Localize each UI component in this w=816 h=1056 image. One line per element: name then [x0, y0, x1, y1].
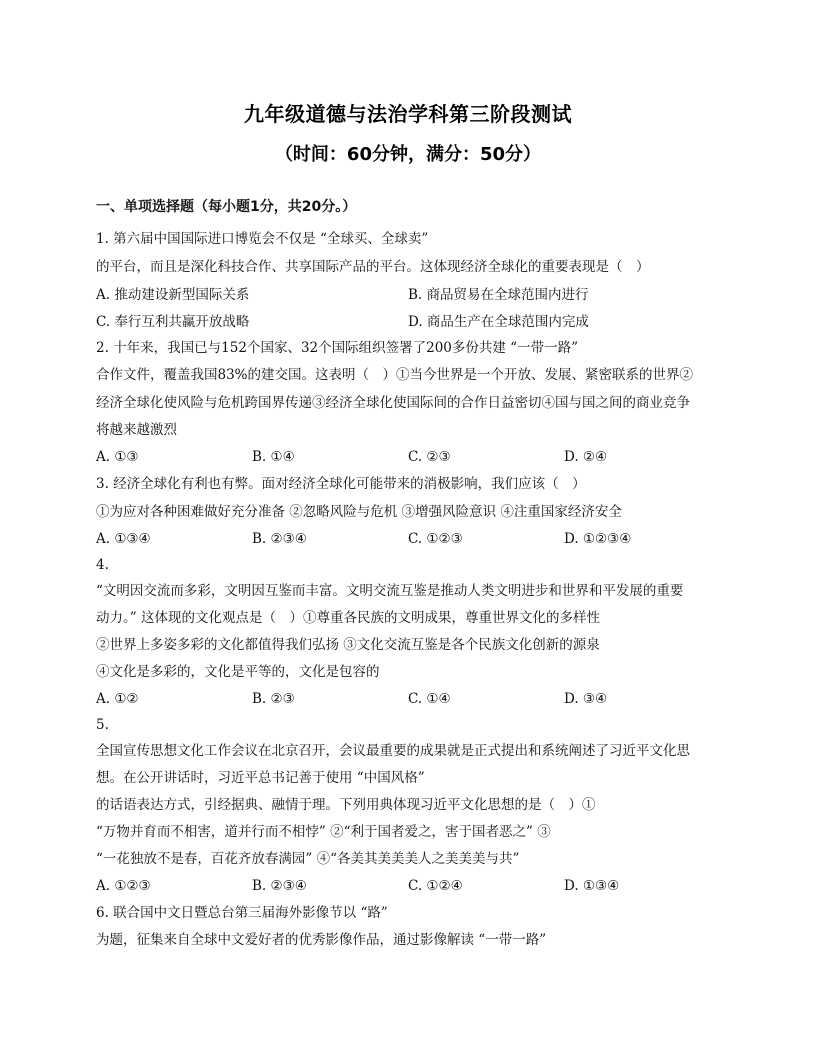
question-5-line: 的话语表达方式，引经据典、融情于理。下列用典体现习近平文化思想的是（ ）① — [96, 797, 596, 813]
question-4-line: 动力。” 这体现的文化观点是（ ）①尊重各民族的文明成果，尊重世界文化的多样性 — [96, 610, 600, 626]
question-3-option-c: C. ①②③ — [408, 531, 463, 547]
question-3-line: 3. 经济全球化有利也有弊。面对经济全球化可能带来的消极影响，我们应该（ ） — [96, 476, 586, 492]
question-2-line: 合作文件，覆盖我国83%的建交国。这表明（ ）①当今世界是一个开放、发展、紧密联系的世界② — [96, 367, 694, 383]
section-heading: 一、单项选择题（每小题1分，共20分。） — [96, 199, 357, 215]
question-3-option-a: A. ①③④ — [96, 531, 151, 547]
question-5-line: 全国宣传思想文化工作会议在北京召开，会议最重要的成果就是正式提出和系统阐述了习近平文化思 — [96, 743, 690, 759]
question-4-option-b: B. ②③ — [252, 691, 295, 707]
question-6-line: 为题，征集来自全球中文爱好者的优秀影像作品，通过影像解读 “一带一路” — [96, 932, 547, 948]
question-2-option-b: B. ①④ — [252, 449, 295, 465]
question-5-line: 想。在公开讲话时，习近平总书记善于使用 “中国风格” — [96, 770, 425, 786]
question-1-line: 的平台，而且是深化科技合作、共享国际产品的平台。这体现经济全球化的重要表现是（ ） — [96, 259, 650, 275]
question-1-option-c: C. 奉行互利共赢开放战略 — [96, 314, 250, 330]
question-5-option-d: D. ①③④ — [564, 878, 620, 894]
question-1-option-d: D. 商品生产在全球范围内完成 — [408, 314, 589, 330]
page-title: 九年级道德与法治学科第三阶段测试 — [244, 102, 572, 126]
exam-time-score-subtitle: （时间：60分钟，满分：50分） — [274, 144, 542, 165]
question-5-option-a: A. ①②③ — [96, 878, 151, 894]
question-3-option-d: D. ①②③④ — [564, 531, 632, 547]
question-4-line: “文明因交流而多彩，文明因互鉴而丰富。文明交流互鉴是推动人类文明进步和世界和平发展的重要 — [96, 583, 684, 599]
question-2-option-c: C. ②③ — [408, 449, 451, 465]
question-5-line: “一花独放不是春，百花齐放春满园” ④“各美其美美美人之美美美与共” — [96, 851, 520, 867]
question-2-line: 经济全球化使风险与危机跨国界传递③经济全球化使国际间的合作日益密切④国与国之间的商业竞争 — [96, 395, 690, 411]
question-4-line: 4. — [96, 557, 109, 573]
question-1-option-a: A. 推动建设新型国际关系 — [96, 287, 250, 303]
question-5-line: “万物并育而不相害，道并行而不相悖” ②“利于国者爱之，害于国者恶之” ③ — [96, 824, 551, 840]
question-2-line: 将越来越激烈 — [96, 422, 177, 438]
question-2-option-a: A. ①③ — [96, 449, 139, 465]
question-2-line: 2. 十年来，我国已与152个国家、32个国际组织签署了200多份共建 “一带一路” — [96, 340, 578, 356]
question-2-option-d: D. ②④ — [564, 449, 608, 465]
question-4-option-a: A. ①② — [96, 691, 139, 707]
question-4-option-d: D. ③④ — [564, 691, 608, 707]
question-6-line: 6. 联合国中文日暨总台第三届海外影像节以 “路” — [96, 905, 388, 921]
question-5-option-b: B. ②③④ — [252, 878, 307, 894]
question-4-line: ②世界上多姿多彩的文化都值得我们弘扬 ③文化交流互鉴是各个民族文化创新的源泉 — [96, 637, 600, 653]
question-3-line: ①为应对各种困难做好充分准备 ②忽略风险与危机 ③增强风险意识 ④注重国家经济安全 — [96, 504, 622, 520]
question-5-option-c: C. ①②④ — [408, 878, 463, 894]
question-1-option-b: B. 商品贸易在全球范围内进行 — [408, 287, 589, 303]
question-1-line: 1. 第六届中国国际进口博览会不仅是 “全球买、全球卖” — [96, 231, 429, 247]
question-5-line: 5. — [96, 717, 109, 733]
question-4-option-c: C. ①④ — [408, 691, 451, 707]
question-4-line: ④文化是多彩的，文化是平等的，文化是包容的 — [96, 664, 380, 680]
question-3-option-b: B. ②③④ — [252, 531, 307, 547]
